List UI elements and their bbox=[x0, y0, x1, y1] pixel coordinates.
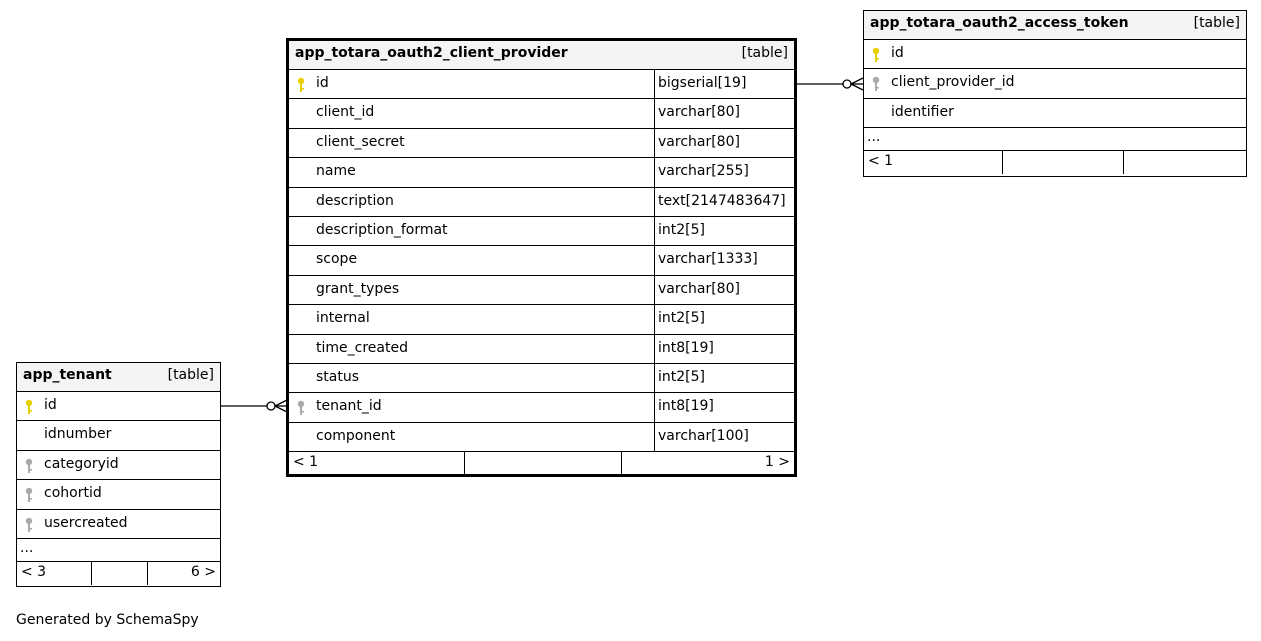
column-list bbox=[17, 392, 220, 539]
footer-separator bbox=[91, 562, 92, 585]
column-name: client_id bbox=[316, 104, 375, 121]
table-row[interactable] bbox=[289, 188, 794, 217]
column-separator bbox=[654, 217, 655, 245]
table-footer bbox=[289, 452, 794, 475]
footer-parents-count[interactable]: < 3 bbox=[21, 563, 47, 580]
foreign-key-icon bbox=[24, 517, 34, 533]
connector-access-token-to-client-provider bbox=[796, 78, 863, 90]
column-name: time_created bbox=[316, 339, 408, 356]
footer-parents-count[interactable]: < 1 bbox=[868, 153, 894, 170]
column-type: varchar[80] bbox=[658, 104, 740, 121]
table-row[interactable] bbox=[289, 276, 794, 305]
footer-parents-count[interactable]: < 1 bbox=[293, 454, 319, 471]
table-kind: [table] bbox=[1193, 15, 1240, 31]
column-name: description bbox=[316, 192, 394, 209]
table-row[interactable] bbox=[289, 364, 794, 393]
column-name: grant_types bbox=[316, 280, 400, 297]
table-tenant[interactable] bbox=[16, 362, 221, 587]
column-type: varchar[1333] bbox=[658, 251, 758, 268]
footer-separator bbox=[1002, 151, 1003, 174]
primary-key-icon bbox=[24, 399, 34, 415]
column-name: client_provider_id bbox=[891, 74, 1015, 91]
column-list bbox=[864, 40, 1246, 128]
column-name: description_format bbox=[316, 221, 448, 238]
table-row[interactable] bbox=[17, 480, 220, 509]
column-type: int2[5] bbox=[658, 310, 705, 327]
footer-separator bbox=[147, 562, 148, 585]
table-header bbox=[17, 363, 220, 392]
column-type: varchar[100] bbox=[658, 427, 749, 444]
column-type: bigserial[19] bbox=[658, 75, 747, 91]
table-kind: [table] bbox=[741, 45, 788, 61]
column-separator bbox=[654, 393, 655, 421]
table-name[interactable]: app_tenant bbox=[23, 367, 112, 383]
foreign-key-icon bbox=[24, 487, 34, 503]
foreign-key-icon bbox=[24, 458, 34, 474]
column-type: int8[19] bbox=[658, 398, 714, 415]
table-row[interactable] bbox=[864, 69, 1246, 98]
column-name: client_secret bbox=[316, 133, 405, 150]
column-name: tenant_id bbox=[316, 398, 382, 415]
table-header bbox=[864, 11, 1246, 40]
table-row[interactable] bbox=[17, 510, 220, 539]
column-separator bbox=[654, 129, 655, 157]
column-name: scope bbox=[316, 251, 358, 268]
column-name: idnumber bbox=[44, 426, 112, 443]
column-separator bbox=[654, 246, 655, 274]
footer-children-count[interactable]: 6 > bbox=[190, 563, 216, 580]
generator-credit: Generated by SchemaSpy bbox=[16, 612, 199, 628]
column-name: internal bbox=[316, 310, 370, 327]
connector-client-provider-to-tenant bbox=[221, 400, 287, 412]
column-name: identifier bbox=[891, 103, 954, 120]
table-footer bbox=[864, 151, 1246, 174]
table-footer bbox=[17, 562, 220, 585]
more-columns-ellipsis: ... bbox=[864, 128, 1246, 151]
column-name: id bbox=[891, 45, 904, 61]
column-type: text[2147483647] bbox=[658, 192, 786, 209]
table-name[interactable]: app_totara_oauth2_client_provider bbox=[295, 45, 568, 61]
table-row[interactable] bbox=[864, 99, 1246, 128]
column-name: usercreated bbox=[44, 514, 128, 531]
table-row[interactable] bbox=[289, 305, 794, 334]
foreign-key-icon bbox=[296, 400, 306, 416]
table-row[interactable] bbox=[289, 423, 794, 452]
column-type: int2[5] bbox=[658, 221, 705, 238]
more-columns-ellipsis: ... bbox=[17, 539, 220, 562]
column-separator bbox=[654, 364, 655, 392]
column-type: int2[5] bbox=[658, 368, 705, 385]
column-separator bbox=[654, 70, 655, 98]
table-row[interactable] bbox=[17, 451, 220, 480]
column-name: component bbox=[316, 427, 396, 444]
column-name: name bbox=[316, 163, 356, 180]
column-separator bbox=[654, 335, 655, 363]
column-name: id bbox=[44, 397, 57, 413]
footer-children-count[interactable]: 1 > bbox=[764, 454, 790, 471]
table-client-provider[interactable] bbox=[286, 38, 797, 477]
column-type: varchar[255] bbox=[658, 163, 749, 180]
column-separator bbox=[654, 99, 655, 127]
primary-key-icon bbox=[871, 47, 881, 63]
table-row[interactable] bbox=[289, 70, 794, 99]
column-type: int8[19] bbox=[658, 339, 714, 356]
column-type: varchar[80] bbox=[658, 280, 740, 297]
column-separator bbox=[654, 305, 655, 333]
table-row[interactable] bbox=[289, 217, 794, 246]
column-list bbox=[289, 70, 794, 452]
table-kind: [table] bbox=[167, 367, 214, 383]
column-name: id bbox=[316, 75, 329, 91]
footer-separator bbox=[464, 452, 465, 475]
column-type: varchar[80] bbox=[658, 133, 740, 150]
primary-key-icon bbox=[296, 77, 306, 93]
column-separator bbox=[654, 188, 655, 216]
table-row[interactable] bbox=[289, 393, 794, 422]
table-row[interactable] bbox=[17, 421, 220, 450]
table-row[interactable] bbox=[289, 158, 794, 187]
column-separator bbox=[654, 276, 655, 304]
footer-separator bbox=[621, 452, 622, 475]
table-row[interactable] bbox=[289, 129, 794, 158]
table-row[interactable] bbox=[289, 335, 794, 364]
column-name: status bbox=[316, 368, 360, 385]
foreign-key-icon bbox=[871, 76, 881, 92]
table-row[interactable] bbox=[289, 246, 794, 275]
table-row[interactable] bbox=[864, 40, 1246, 69]
column-name: categoryid bbox=[44, 455, 119, 472]
column-separator bbox=[654, 158, 655, 186]
column-name: cohortid bbox=[44, 485, 102, 502]
table-row[interactable] bbox=[289, 99, 794, 128]
table-header bbox=[289, 41, 794, 70]
table-row[interactable] bbox=[17, 392, 220, 421]
table-access-token[interactable] bbox=[863, 10, 1247, 177]
column-separator bbox=[654, 423, 655, 451]
table-name[interactable]: app_totara_oauth2_access_token bbox=[870, 15, 1129, 31]
footer-separator bbox=[1123, 151, 1124, 174]
